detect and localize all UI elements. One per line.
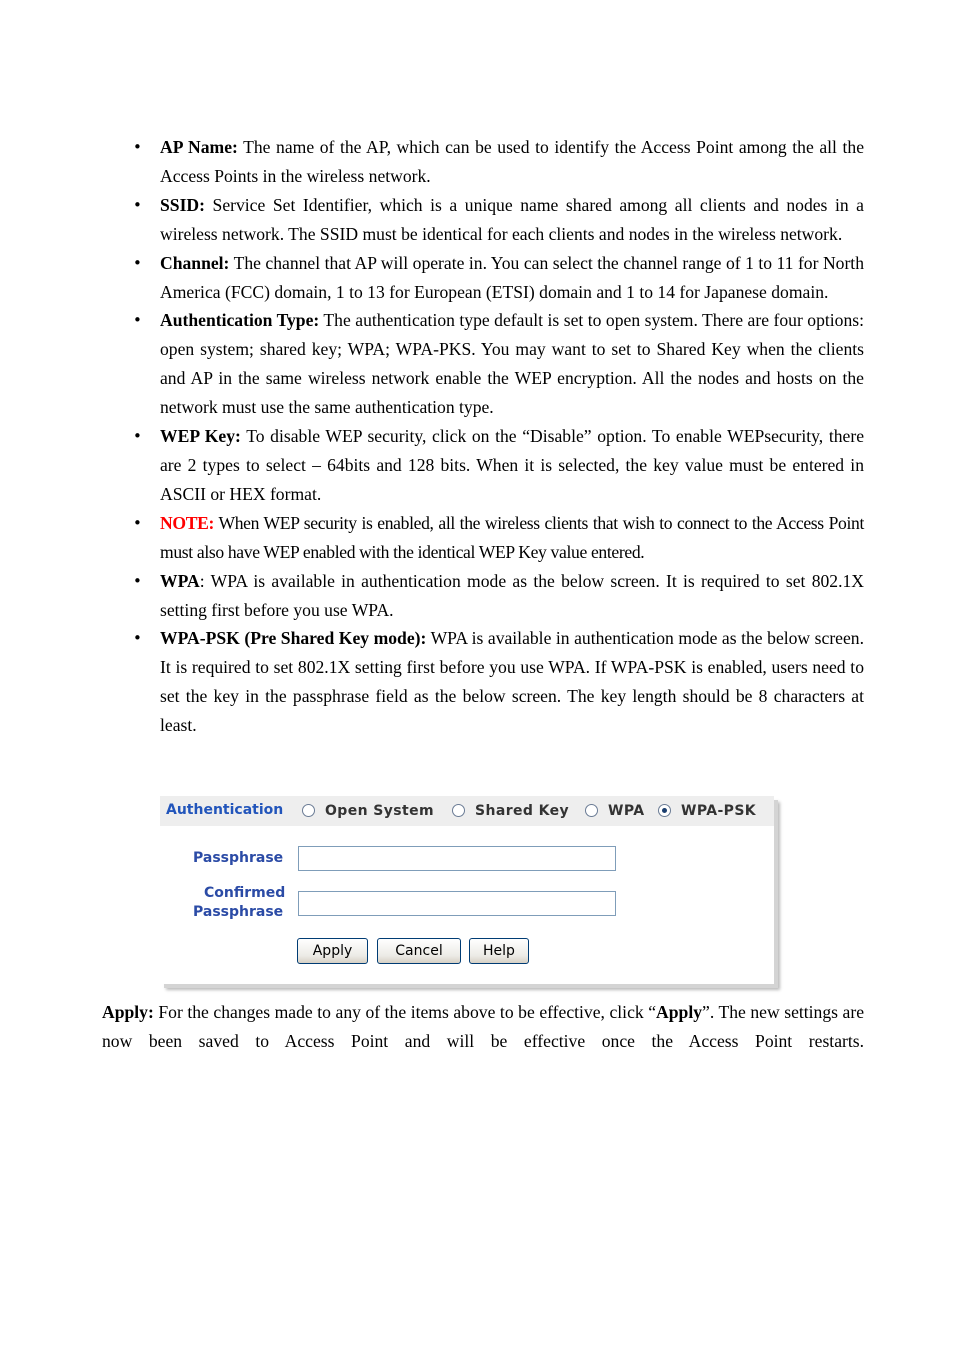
apply-button[interactable]: Apply xyxy=(297,938,368,964)
wpa-psk-label: WPA-PSK xyxy=(681,803,757,819)
cancel-button[interactable]: Cancel xyxy=(377,938,461,964)
list-item-wpa-psk: • WPA-PSK (Pre Shared Key mode): WPA is available in authentication mode as the below screen. It is required to set 802.1X setting first before you use WPA. If WPA-PSK is enabled, users need to set the key in the passphrase field as the below screen. The key length should be 8 characters at least. xyxy=(160,624,864,740)
authentication-row xyxy=(160,796,774,826)
authentication-label: Authentication xyxy=(166,802,284,818)
open-system-label: Open System xyxy=(325,803,434,819)
wpa-label: WPA xyxy=(608,803,645,819)
wpa-psk-settings-screenshot xyxy=(160,796,774,984)
confirmed-passphrase-input[interactable] xyxy=(298,891,616,916)
list-item-channel: • Channel: The channel that AP will operate in. You can select the channel range of 1 to 11 for North America (FCC) domain, 1 to 13 for European (ETSI) domain and 1 to 14 for Japanese domain. xyxy=(160,249,864,307)
help-button[interactable]: Help xyxy=(469,938,529,964)
apply-description: Apply: For the changes made to any of the items above to be effective, click “Apply”. The new settings are now been saved to Access Point and will be effective once the Access Point restarts. xyxy=(102,1002,865,1051)
radio-open-system[interactable] xyxy=(302,804,315,817)
list-item-wep-key: • WEP Key: To disable WEP security, click on the “Disable” option. To enable WEPsecurity, there are 2 types to select – 64bits and 128 bits. When it is selected, the key value must be entered in ASCII or HEX format. xyxy=(160,422,864,509)
list-item-ssid: • SSID: Service Set Identifier, which is a unique name shared among all clients and nodes in a wireless network. The SSID must be identical for each clients and nodes in the wireless network. xyxy=(160,191,864,249)
radio-wpa[interactable] xyxy=(585,804,598,817)
list-item-authentication-type: • Authentication Type: The authentication type default is set to open system. There are four options: open system; shared key; WPA; WPA-PKS. You may want to set to Shared Key when the clients and AP in the same wireless network enable the WEP encryption. All the nodes and hosts on the network must use the same authentication type. xyxy=(160,306,864,422)
shared-key-label: Shared Key xyxy=(475,803,570,819)
list-item-note: • NOTE: When WEP security is enabled, all the wireless clients that wish to connect to the Access Point must also have WEP enabled with the identical WEP Key value entered. xyxy=(160,509,864,567)
feature-list xyxy=(160,133,864,740)
passphrase-label: Passphrase xyxy=(193,850,284,866)
confirmed-passphrase-label: Passphrase xyxy=(193,904,284,920)
list-item-wpa: • WPA: WPA is available in authentication mode as the below screen. It is required to set 802.1X setting first before you use WPA. xyxy=(160,567,864,625)
radio-shared-key[interactable] xyxy=(452,804,465,817)
confirmed-label: Confirmed xyxy=(204,885,286,901)
list-item-ap-name: • AP Name: The name of the AP, which can be used to identify the Access Point among the all the Access Points in the wireless network. xyxy=(160,133,864,191)
radio-wpa-psk[interactable] xyxy=(658,804,671,817)
passphrase-input[interactable] xyxy=(298,846,616,871)
